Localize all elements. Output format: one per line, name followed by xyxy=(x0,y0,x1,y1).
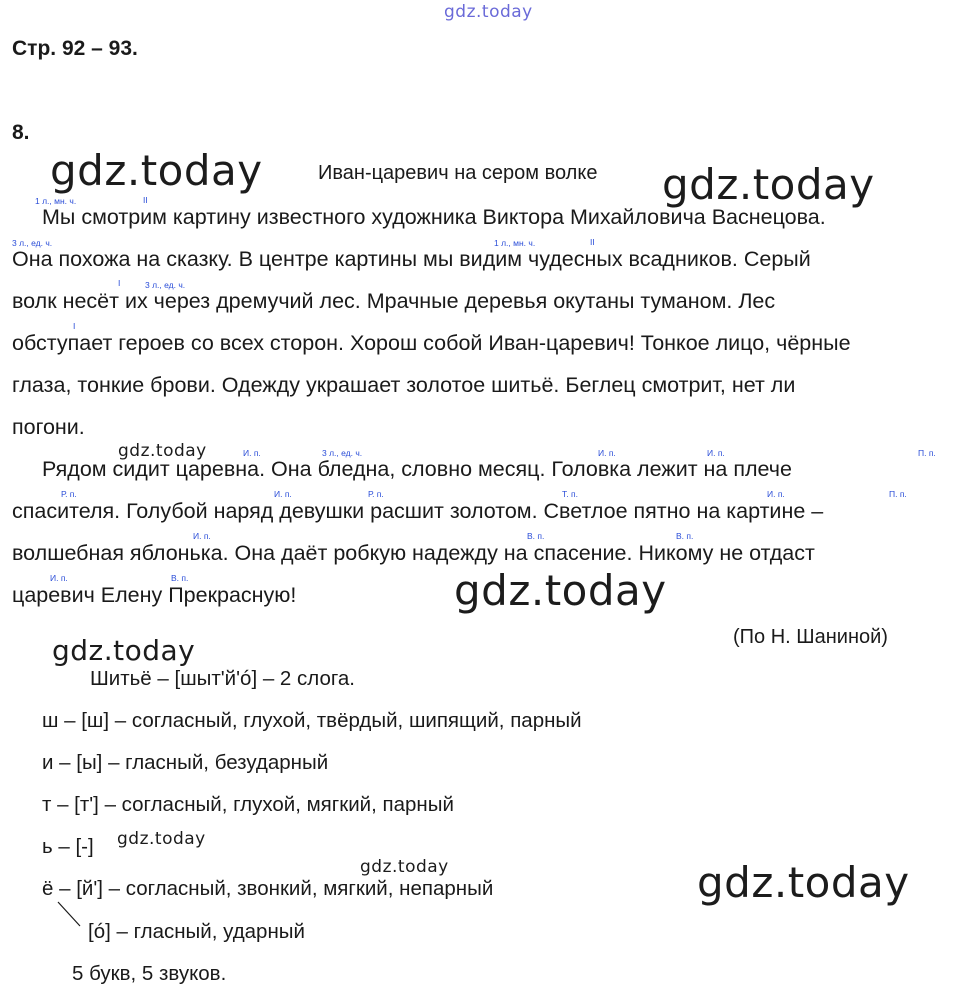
grammar-tag: И. п. xyxy=(767,489,785,499)
phonetic-row: ё – [й'] – согласный, звонкий, мягкий, непарный xyxy=(42,877,494,900)
grammar-tag: Р. п. xyxy=(368,489,384,499)
phonetic-word: Шитьё – [шыт'й'ó] – 2 слога. xyxy=(90,667,355,690)
page-reference: Стр. 92 – 93. xyxy=(12,37,138,60)
grammar-tag: 3 л., ед. ч. xyxy=(145,280,186,290)
grammar-tag: I xyxy=(118,278,121,288)
grammar-tag: И. п. xyxy=(707,448,725,458)
story-line: погони. xyxy=(12,415,85,439)
grammar-tag: В. п. xyxy=(676,531,694,541)
grammar-tag: 3 л., ед. ч. xyxy=(322,448,363,458)
phonetic-row: и – [ы] – гласный, безударный xyxy=(42,751,329,774)
story-line: Мы смотрим картину известного художника Виктора Михайловича Васнецова. xyxy=(42,205,826,229)
watermark: gdz.today xyxy=(454,566,667,615)
grammar-tag: И. п. xyxy=(243,448,261,458)
watermark: gdz.today xyxy=(360,857,449,877)
grammar-tag: 3 л., ед. ч. xyxy=(12,238,53,248)
grammar-tag: I xyxy=(73,321,76,331)
grammar-tag: П. п. xyxy=(889,489,907,499)
grammar-tag: В. п. xyxy=(171,573,189,583)
watermark: gdz.today xyxy=(117,829,206,849)
branch-line xyxy=(56,900,86,930)
story-line: спасителя. Голубой наряд девушки расшит золотом. Светлое пятно на картине – xyxy=(12,499,824,523)
grammar-tag: II xyxy=(143,195,148,205)
story-line: волк несёт их через дремучий лес. Мрачные деревья окутаны туманом. Лес xyxy=(12,289,776,313)
grammar-tag: 1 л., мн. ч. xyxy=(35,196,77,206)
watermark: gdz.today xyxy=(118,441,207,461)
grammar-tag: В. п. xyxy=(527,531,545,541)
grammar-tag: Р. п. xyxy=(61,489,77,499)
story-line: обступает героев со всех сторон. Хорош собой Иван-царевич! Тонкое лицо, чёрные xyxy=(12,331,851,355)
story-line: царевич Елену Прекрасную! xyxy=(12,583,297,607)
story-line: волшебная яблонька. Она даёт робкую надежду на спасение. Никому не отдаст xyxy=(12,541,815,565)
story-line: глаза, тонкие брови. Одежду украшает золотое шитьё. Беглец смотрит, нет ли xyxy=(12,373,796,397)
phonetic-row: т – [т'] – согласный, глухой, мягкий, парный xyxy=(42,793,454,816)
grammar-tag: П. п. xyxy=(918,448,936,458)
grammar-tag: И. п. xyxy=(274,489,292,499)
story-line: Она похожа на сказку. В центре картины мы видим чудесных всадников. Серый xyxy=(12,247,811,271)
watermark-top: gdz.today xyxy=(444,2,533,22)
grammar-tag: И. п. xyxy=(50,573,68,583)
grammar-tag: И. п. xyxy=(193,531,211,541)
phonetic-summary: 5 букв, 5 звуков. xyxy=(72,962,227,985)
phonetic-row: ш – [ш] – согласный, глухой, твёрдый, шипящий, парный xyxy=(42,709,582,732)
watermark: gdz.today xyxy=(662,160,875,209)
grammar-tag: 1 л., мн. ч. xyxy=(494,238,536,248)
story-credit: (По Н. Шаниной) xyxy=(733,626,888,648)
grammar-tag: II xyxy=(590,237,595,247)
phonetic-row: ь – [-] xyxy=(42,835,94,858)
phonetic-row: [ó] – гласный, ударный xyxy=(88,920,305,943)
story-title: Иван-царевич на сером волке xyxy=(318,162,598,184)
watermark: gdz.today xyxy=(697,858,910,907)
story-line: Рядом сидит царевна. Она бледна, словно месяц. Головка лежит на плече xyxy=(42,457,792,481)
watermark: gdz.today xyxy=(52,634,196,667)
grammar-tag: И. п. xyxy=(598,448,616,458)
watermark: gdz.today xyxy=(50,146,263,195)
grammar-tag: Т. п. xyxy=(562,489,578,499)
exercise-number: 8. xyxy=(12,121,30,144)
